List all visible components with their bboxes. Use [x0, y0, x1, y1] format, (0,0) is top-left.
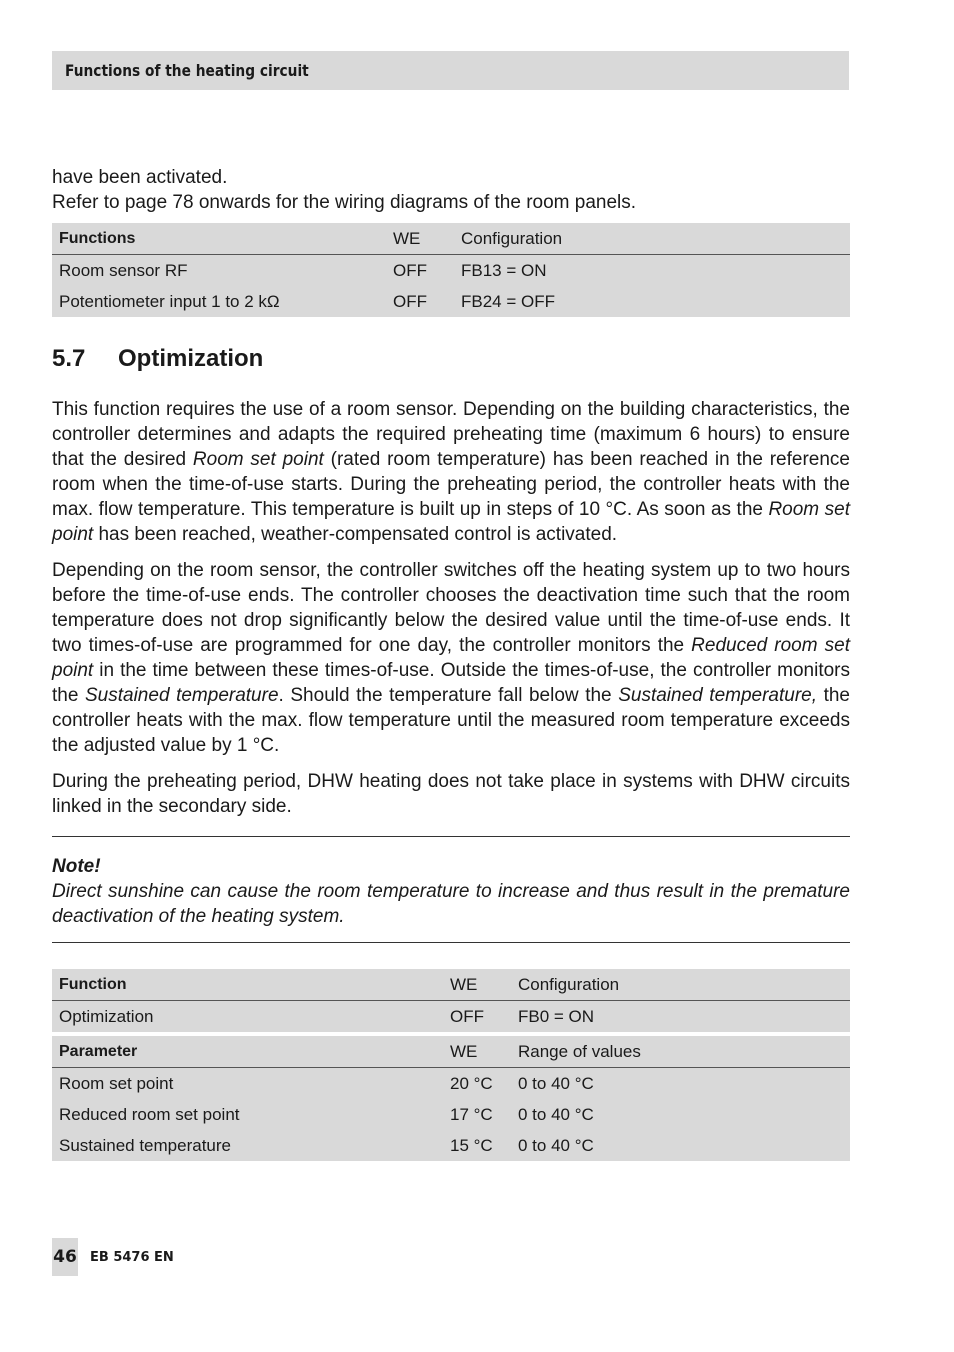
- table-row: [52, 255, 850, 287]
- header-function: Function: [52, 969, 443, 1001]
- intro-line-2: Refer to page 78 onwards for the wiring diagrams of the room panels.: [52, 192, 637, 213]
- configuration-cell: FB0 = ON: [511, 1001, 850, 1033]
- note-text: Direct sunshine can cause the room temperature to increase and thus result in the premature deactivation of the heating system.: [52, 881, 850, 927]
- intro-text: [52, 165, 852, 215]
- table-header-row: [52, 223, 850, 255]
- table-row: [52, 1130, 850, 1161]
- header-we: WE: [386, 223, 454, 255]
- configuration-cell: FB24 = OFF: [454, 286, 850, 317]
- paragraph-3: During the preheating period, DHW heating does not take place in systems with DHW circuits linked in the secondary side.: [52, 771, 850, 817]
- term-room-set-point: Room set point: [52, 499, 850, 545]
- term-room-set-point: Room set point: [192, 449, 324, 470]
- table-header-row: [52, 969, 850, 1001]
- range-cell: 0 to 40 °C: [511, 1099, 850, 1130]
- text-run: . Should the temperature fall below the: [278, 685, 619, 706]
- running-header: [52, 51, 849, 90]
- function-cell: Optimization: [52, 1001, 443, 1033]
- intro-line-1: have been activated.: [52, 167, 228, 188]
- we-cell: 20 °C: [443, 1068, 511, 1100]
- text-run: the controller heats with the max. flow temperature until the measured room temperature exceeds the adjusted value by 1 °C.: [52, 685, 851, 756]
- function-cell: Room sensor RF: [52, 255, 386, 287]
- document-code: EB 5476 EN: [90, 1249, 174, 1265]
- text-run: has been reached, weather-compensated control is activated.: [93, 524, 618, 545]
- range-cell: 0 to 40 °C: [511, 1068, 850, 1100]
- section-heading: [52, 345, 263, 373]
- note-title: Note!: [52, 856, 101, 877]
- text-run: This function requires the use of a room sensor. Depending on the building characteristics, the controller determines and adapts the required preheating time (maximum 6 hours) to ensure that the desired: [52, 399, 850, 470]
- range-cell: 0 to 40 °C: [511, 1130, 850, 1161]
- we-cell: OFF: [386, 255, 454, 287]
- header-parameter: Parameter: [52, 1036, 443, 1068]
- page-footer: [52, 1238, 174, 1276]
- room-sensor-functions-table: [52, 223, 850, 317]
- parameter-cell: Sustained temperature: [52, 1130, 443, 1161]
- page-number: 46: [52, 1238, 78, 1276]
- paragraph-2: [52, 558, 850, 758]
- header-range-of-values: Range of values: [511, 1036, 850, 1068]
- section-body: [52, 397, 850, 830]
- text-run: in the time between these times-of-use. Outside the times-of-use, the controller monitors the: [52, 660, 850, 706]
- table-row: [52, 1099, 850, 1130]
- table-header-row: [52, 1036, 850, 1068]
- section-number: 5.7: [52, 345, 86, 372]
- header-functions: Functions: [52, 223, 386, 255]
- note-top-divider: [52, 836, 850, 837]
- we-cell: OFF: [443, 1001, 511, 1033]
- text-run: Depending on the room sensor, the controller switches off the heating system up to two hours before the time-of-use ends. The controller chooses the deactivation time such that the room temperature does not drop significantly below the desired value until the time-of-use ends. It two times-of-use are programmed for one day, the controller monitors the: [52, 560, 850, 656]
- header-configuration: Configuration: [454, 223, 850, 255]
- text-run: (rated room temperature) has been reached in the reference room when the time-of-use starts. During the preheating period, the controller heats with the max. flow temperature. This temperature is built up in steps of 10 °C. As soon as the: [52, 449, 850, 520]
- table-row: [52, 1068, 850, 1100]
- running-header-title: Functions of the heating circuit: [65, 61, 309, 80]
- paragraph-1: [52, 397, 850, 547]
- we-cell: OFF: [386, 286, 454, 317]
- note-bottom-divider: [52, 942, 850, 943]
- header-we: WE: [443, 969, 511, 1001]
- table-row: [52, 1001, 850, 1033]
- we-cell: 15 °C: [443, 1130, 511, 1161]
- function-cell: Potentiometer input 1 to 2 kΩ: [52, 286, 386, 317]
- table-row: [52, 286, 850, 317]
- we-cell: 17 °C: [443, 1099, 511, 1130]
- header-configuration: Configuration: [511, 969, 850, 1001]
- term-sustained-temperature: Sustained temperature,: [618, 685, 818, 706]
- term-reduced-room-set-point: Reduced room set point: [52, 635, 850, 681]
- section-title: Optimization: [118, 345, 264, 372]
- note-box: [52, 854, 850, 929]
- configuration-cell: FB13 = ON: [454, 255, 850, 287]
- term-sustained-temperature: Sustained temperature: [85, 685, 279, 706]
- parameter-cell: Room set point: [52, 1068, 443, 1100]
- optimization-table: [52, 969, 850, 1161]
- parameter-cell: Reduced room set point: [52, 1099, 443, 1130]
- header-we: WE: [443, 1036, 511, 1068]
